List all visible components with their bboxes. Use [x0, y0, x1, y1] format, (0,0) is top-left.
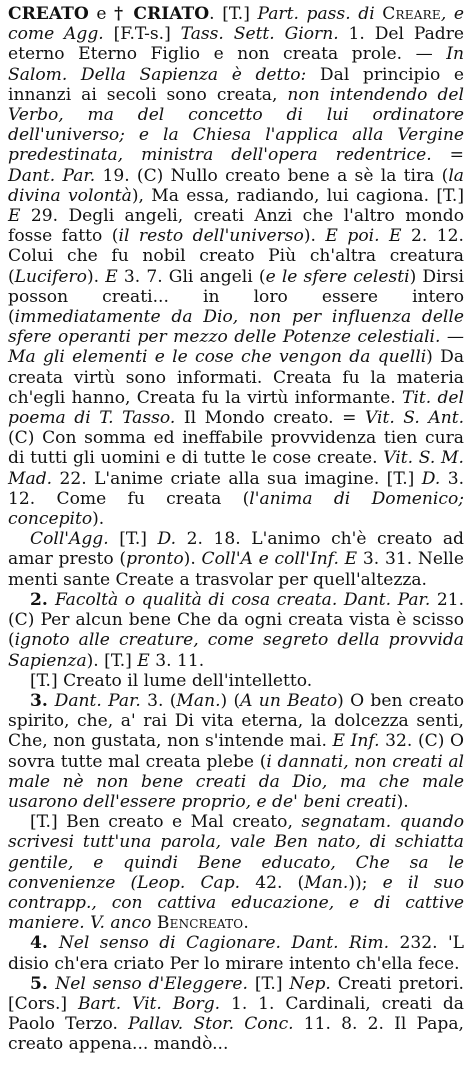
- text-run: (C) Con somma ed ineffabile provvidenza tien cura di tutti gli uomini e di tutte le cose create.: [8, 428, 464, 469]
- italic-run: e le sfere celesti: [265, 266, 410, 287]
- bold-run: 5.: [30, 973, 56, 994]
- text-run: ) O ben creato spirito, che, a' rai Di vita eterna, la dolcezza senti, Che, non gustata, non s'intende mai.: [8, 690, 464, 752]
- entry-paragraph-4: [8, 671, 464, 691]
- italic-run: Bart. Vit. Borg.: [77, 993, 221, 1014]
- text-run: ).: [396, 791, 409, 812]
- italic-run: ,: [440, 4, 447, 24]
- text-run: =: [431, 145, 465, 166]
- italic-run: Nep.: [289, 973, 331, 994]
- italic-run: segnatam. quando scrivesi tutt'una parola, vale Ben nato, di schiatta gentile, e quindi Bene educato, Che sa le convenienze (Leop. Cap.: [8, 812, 464, 893]
- text-run: 3. 31. Nelle menti sante Create a trasvolar per quell'altezza.: [8, 549, 465, 590]
- italic-run: A un Beato: [240, 690, 338, 711]
- entry-paragraph-7: [8, 933, 464, 973]
- entry-paragraph-8: [8, 974, 464, 1055]
- italic-run: E Inf.: [332, 731, 380, 752]
- text-run: 22. L'anime criate alla sua imagine. [T.]: [52, 468, 422, 489]
- italic-run: la divina volontà: [8, 165, 464, 206]
- text-run: 29. Degli angeli, creati Anzi che l'altro mondo fosse fatto (: [8, 206, 464, 247]
- smallcaps-run: Creare: [382, 4, 441, 24]
- italic-run: Dant. Par.: [54, 690, 141, 711]
- entry-paragraph-3: [8, 590, 464, 671]
- italic-run: D.: [421, 468, 441, 489]
- italic-run: D.: [157, 529, 177, 550]
- text-run: 19. (C) Nullo creato bene a sè la tira (: [95, 165, 449, 186]
- italic-run: Coll'Agg.: [30, 529, 109, 550]
- bold-run: † CRIATO: [114, 4, 210, 24]
- entry-paragraph-5: [8, 691, 464, 812]
- text-run: ).: [183, 549, 202, 570]
- text-run: 2. 18. L'animo ch'è creato ad amar presto (: [8, 529, 464, 570]
- text-run: 1. 1. Cardinali, creati da Paolo Terzo.: [8, 993, 464, 1035]
- italic-run: e il suo contrapp., con cattiva educazione, e di cattive maniere. V. anco: [8, 872, 464, 934]
- italic-run: Pallav. Stor. Conc.: [128, 1014, 294, 1035]
- italic-run: il resto dell'universo: [118, 226, 304, 247]
- italic-run: Lucifero: [14, 266, 87, 287]
- italic-run: Facoltà o qualità di cosa creata. Dant. Par.: [54, 589, 431, 610]
- text-run: 32. (C) O sovra tutte mal creata plebe (: [8, 731, 465, 772]
- italic-run: immediatamente da Dio, non per influenza delle sfere operanti per mezzo delle Potenze celestiali. — Ma gli elementi e le cose che vengon da quelli: [8, 307, 464, 368]
- italic-run: Vit. S. M. Mad.: [8, 448, 464, 489]
- italic-run: E: [8, 206, 21, 227]
- italic-run: Part. pass. di: [257, 4, 383, 24]
- text-run: Dal principio e innanzi ai secoli sono creata,: [8, 64, 464, 105]
- text-run: 2. 12. Colui che fu nobil creato Più ch'altra creatura (: [8, 226, 464, 287]
- entry-paragraph-2: [8, 529, 464, 590]
- text-run: 3. (: [140, 690, 177, 711]
- text-run: 3. 7. Gli angeli (: [117, 266, 266, 287]
- italic-run: E: [105, 266, 118, 287]
- text-run: . [T.]: [209, 4, 258, 24]
- italic-run: non intendendo del Verbo, ma del concetto di lui ordinatore dell'universo; e la Chiesa l'applica alla Vergine predestinata, ministra dell'opera redentrice.: [8, 84, 464, 166]
- entry-paragraph-6: [8, 812, 464, 933]
- italic-run: Nel senso di Cagionare. Dant. Rim.: [58, 933, 390, 954]
- text-run: ).: [86, 266, 106, 287]
- italic-run: Man.: [176, 690, 221, 711]
- italic-run: Tass. Sett. Giorn.: [180, 24, 339, 45]
- text-run: ). [T.]: [86, 650, 138, 671]
- text-run: 3. 11.: [149, 650, 205, 671]
- text-run: Creati pretori. [Cors.]: [8, 973, 464, 1014]
- smallcaps-run: Bencreato: [156, 913, 244, 934]
- text-run: [T.] Ben creato e Mal creato,: [30, 812, 302, 833]
- text-run: ).: [303, 226, 326, 247]
- text-run: ).: [92, 509, 105, 530]
- italic-run: Tit. del poema di T. Tasso.: [8, 387, 464, 429]
- text-run: ) Dirsi posson creati... in loro essere intero (: [8, 266, 464, 328]
- italic-run: Vit. S. Ant.: [364, 408, 465, 429]
- italic-run: E poi. E: [325, 226, 402, 247]
- text-run: ));: [348, 872, 383, 893]
- italic-run: Coll'A e coll'Inf. E: [201, 549, 358, 570]
- text-run: e: [88, 4, 115, 24]
- bold-run: 2.: [30, 589, 55, 610]
- text-run: ) Da creata virtù sono informati. Creata fu la materia ch'egli hanno, Creata fu la virtù informante.: [8, 347, 465, 408]
- text-run: ), Ma essa, radiando, lui cagiona. [T.]: [131, 185, 464, 206]
- italic-run: Nel senso d'Eleggere.: [55, 973, 248, 994]
- text-run: 1. Del Padre eterno Eterno Figlio e non creata prole. —: [8, 24, 464, 65]
- text-run: 21. (C) Per alcun bene Che da ogni creata vista è scisso (: [8, 589, 465, 651]
- italic-run: e come Agg.: [8, 4, 464, 45]
- bold-run: CREATO: [8, 4, 89, 24]
- text-run: [T.] Creato il lume dell'intelletto.: [30, 670, 313, 691]
- entry-paragraph-1: [8, 4, 464, 529]
- italic-run: pronto: [126, 549, 184, 570]
- bold-run: 3.: [30, 690, 55, 711]
- text-run: .: [243, 913, 249, 934]
- text-run: [T.]: [247, 973, 290, 994]
- text-run: 42. (: [240, 872, 305, 893]
- italic-run: Man.: [304, 872, 349, 893]
- text-run: [F.T-s.]: [103, 24, 181, 45]
- italic-run: Dant. Par.: [8, 165, 96, 186]
- italic-run: l'anima di Domenico; concepito: [8, 488, 465, 530]
- italic-run: ignoto alle creature, come segreto della provvida Sapienza: [8, 630, 464, 671]
- text-run: Il Mondo creato. =: [175, 408, 365, 429]
- text-run: [T.]: [108, 529, 158, 550]
- text-run: 11. 8. 2. Il Papa, creato appena... mandò...: [8, 1014, 464, 1055]
- text-run: ) (: [220, 690, 241, 711]
- bold-run: 4.: [30, 933, 59, 954]
- text-run: 232. 'L disio ch'era criato Per lo mirare intento ch'ella fece.: [8, 933, 465, 974]
- italic-run: i dannati, non creati al male nè non bene creati da Dio, ma che male usarono dell'essere proprio, e de' beni creati: [8, 751, 464, 812]
- italic-run: E: [137, 650, 150, 671]
- italic-run: In Salom. Della Sapienza è detto:: [8, 44, 464, 85]
- text-run: 3. 12. Come fu creata (: [8, 468, 464, 509]
